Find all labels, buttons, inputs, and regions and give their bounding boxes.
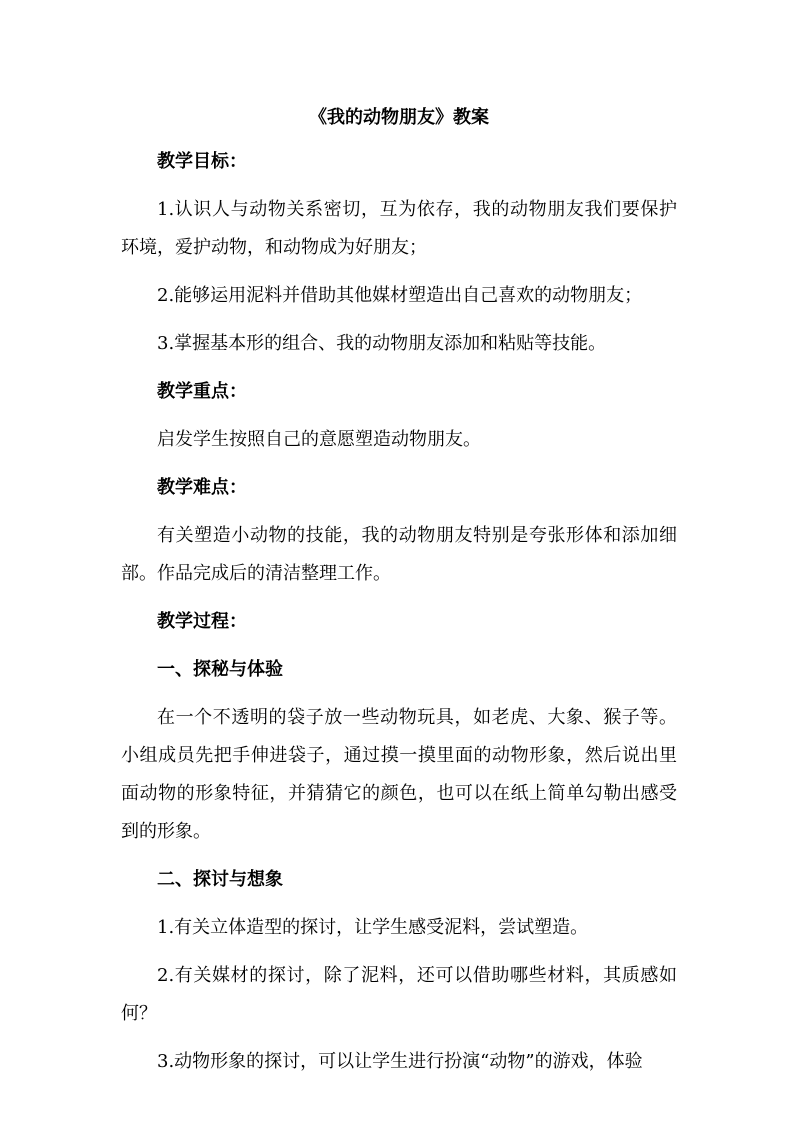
difficult-points-text: 有关塑造小动物的技能，我的动物朋友特别是夸张形体和添加细部。作品完成后的清洁整理工作。 — [121, 525, 677, 584]
document-body — [121, 99, 677, 1081]
goal-item-1: 1.认识人与动物关系密切，互为依存，我的动物朋友我们要保护环境，爱护动物，和动物成为好朋友； — [121, 199, 677, 258]
part2-item-1: 1.有关立体造型的探讨，让学生感受泥料，尝试塑造。 — [157, 917, 589, 938]
goal-item-2: 2.能够运用泥料并借助其他媒材塑造出自己喜欢的动物朋友； — [157, 285, 643, 306]
part1-heading: 一、探秘与体验 — [157, 659, 283, 680]
document-title: 《我的动物朋友》教案 — [309, 107, 489, 128]
part1-text: 在一个不透明的袋子放一些动物玩具，如老虎、大象、猴子等。小组成员先把手伸进袋子，通过摸一摸里面的动物形象，然后说出里面动物的形象特征，并猜猜它的颜色，也可以在纸上简单勾勒出感受到的形象。 — [121, 707, 677, 842]
goals-heading: 教学目标： — [157, 151, 247, 172]
difficult-points-heading: 教学难点： — [157, 477, 247, 498]
key-points-heading: 教学重点： — [157, 381, 247, 402]
part2-item-3: 3.动物形象的探讨，可以让学生进行扮演“动物”的游戏，体验 — [157, 1051, 643, 1072]
part2-heading: 二、探讨与想象 — [157, 869, 283, 890]
process-heading: 教学过程： — [157, 611, 247, 632]
part2-item-2: 2.有关媒材的探讨，除了泥料，还可以借助哪些材料，其质感如何？ — [121, 965, 677, 1024]
goal-item-3: 3.掌握基本形的组合、我的动物朋友添加和粘贴等技能。 — [157, 333, 607, 354]
key-points-text: 启发学生按照自己的意愿塑造动物朋友。 — [157, 429, 481, 450]
